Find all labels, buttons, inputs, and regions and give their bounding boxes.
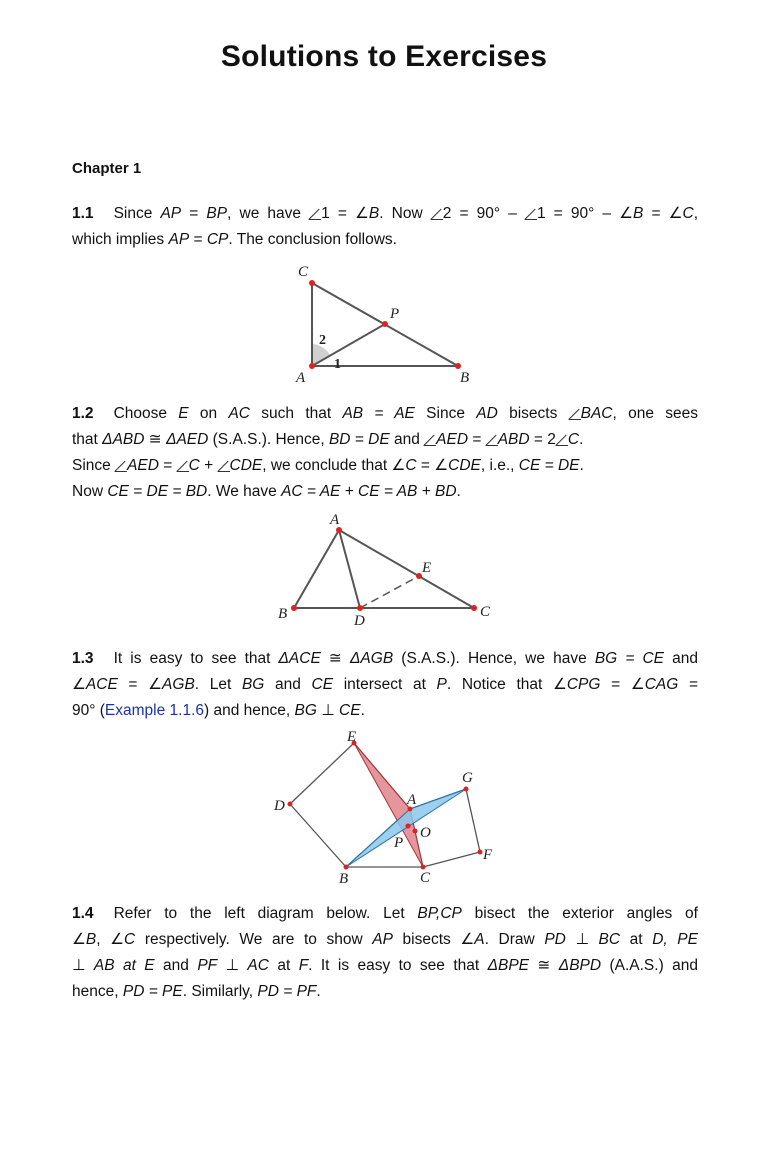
exercise-number: 1.1 <box>72 205 94 222</box>
page-title: Solutions to Exercises <box>220 40 548 73</box>
label-p: P <box>390 306 400 322</box>
exercise-1-3 <box>72 646 698 724</box>
exercise-1-2 <box>72 401 698 505</box>
label-b: B <box>460 370 470 386</box>
angle-icon <box>525 207 537 221</box>
label-1: 1 <box>334 357 341 372</box>
exercise-1-1-line-1: 1.1 Since AP = BP, we have 1 = ∠B. Now 2 = 90° – 1 = 90° – ∠B = ∠C, <box>72 205 699 222</box>
exercise-1-2-line-2: that ΔABD ≅ ΔAED (S.A.S.). Hence, BD = DE and AED = ABD = 2 C. <box>72 431 584 448</box>
triangle-agb <box>346 789 466 867</box>
figure-1-2 <box>272 510 502 628</box>
label-o: O <box>420 825 431 841</box>
example-link[interactable]: Example 1.1.6 <box>104 702 205 719</box>
label-g: G <box>462 770 473 786</box>
angle-icon <box>115 459 127 473</box>
angle-icon <box>424 433 436 447</box>
exercise-1-1 <box>72 201 698 253</box>
label-d: D <box>274 798 285 814</box>
exercise-1-4-line-2: ∠B, ∠C respectively. We are to show AP bisects ∠A. Draw PD ⊥ BC at D, PE <box>72 931 698 948</box>
angle-icon <box>486 433 498 447</box>
exercise-number: 1.4 <box>72 905 94 922</box>
exercise-1-3-line-3: 90° (Example 1.1.6) and hence, BG ⊥ CE. <box>72 702 365 719</box>
label-a: A <box>407 792 417 808</box>
angle-icon <box>431 207 443 221</box>
angle-icon <box>218 459 230 473</box>
exercise-1-4-line-4: hence, PD = PE. Similarly, PD = PF. <box>72 983 321 1000</box>
exercise-1-2-line-3: Since AED = C + CDE, we conclude that ∠C = ∠CDE, i.e., CE = DE. <box>72 457 584 474</box>
label-d: D <box>354 613 365 628</box>
label-f: F <box>483 847 493 863</box>
label-p: P <box>394 835 404 851</box>
chapter-heading: Chapter 1 <box>72 160 142 177</box>
angle-icon <box>569 407 581 421</box>
label-c: C <box>480 604 491 620</box>
exercise-1-3-line-2: ∠ACE = ∠AGB. Let BG and CE intersect at P. Notice that ∠CPG = ∠CAG = <box>72 676 699 693</box>
exercise-number: 1.3 <box>72 650 94 667</box>
exercise-number: 1.2 <box>72 405 94 422</box>
angle-icon <box>556 433 568 447</box>
label-c: C <box>420 870 431 886</box>
figure-1-1 <box>290 258 490 388</box>
label-c: C <box>298 264 309 280</box>
label-e: E <box>347 729 357 745</box>
exercise-1-4 <box>72 901 698 1005</box>
exercise-1-2-line-4: Now CE = DE = BD. We have AC = AE + CE = AB + BD. <box>72 483 461 500</box>
label-e: E <box>422 560 432 576</box>
exercise-1-4-line-3: ⊥ AB at E and PF ⊥ AC at F. It is easy to see that ΔBPE ≅ ΔBPD (A.A.S.) and <box>72 957 698 974</box>
exercise-1-1-line-2: which implies AP = CP. The conclusion follows. <box>72 231 397 248</box>
label-b: B <box>339 871 349 887</box>
label-a: A <box>296 370 306 386</box>
label-a: A <box>330 512 340 528</box>
exercise-1-3-line-1: 1.3 It is easy to see that ΔACE ≅ ΔAGB (S.A.S.). Hence, we have BG = CE and <box>72 650 699 667</box>
exercise-1-4-line-1: 1.4 Refer to the left diagram below. Let BP,CP bisect the exterior angles of <box>72 905 698 922</box>
angle-icon <box>309 207 321 221</box>
angle-icon <box>177 459 189 473</box>
figure-1-3 <box>268 728 498 888</box>
exercise-1-2-line-1: 1.2 Choose E on AC such that AB = AE Since AD bisects BAC, one sees <box>72 405 698 422</box>
label-2: 2 <box>319 333 326 348</box>
label-b: B <box>278 606 288 622</box>
